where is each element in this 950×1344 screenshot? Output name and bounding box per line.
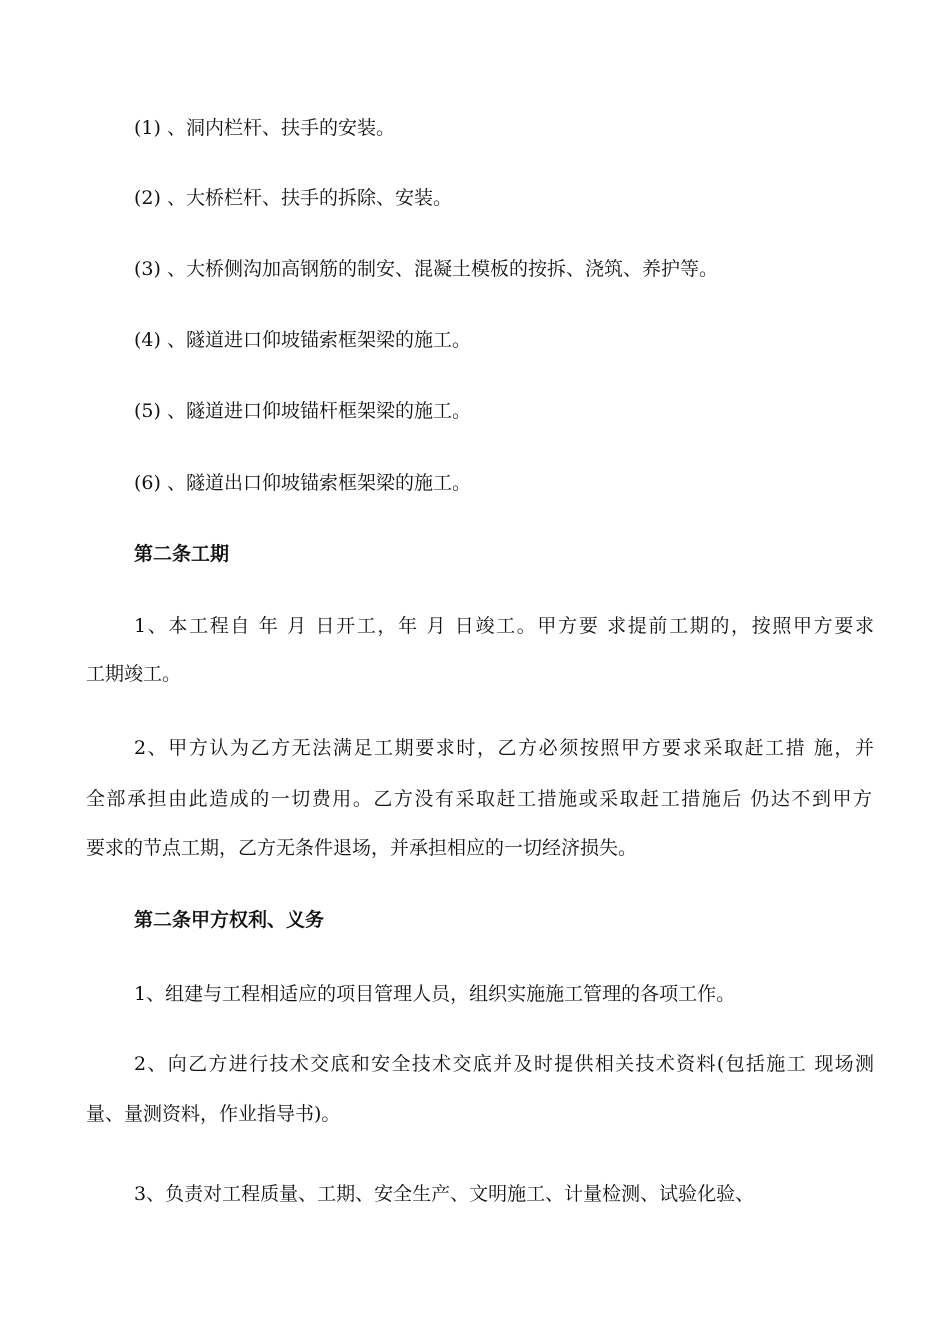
paragraph-line: 1、组建与工程相适应的项目管理人员，组织实施施工管理的各项工作。	[134, 983, 736, 1005]
list-item: (3) 、大桥侧沟加高钢筋的制安、混凝土模板的按拆、浇筑、养护等。	[134, 258, 718, 280]
paragraph-line: 2、向乙方进行技术交底和安全技术交底并及时提供相关技术资料(包括施工 现场测	[134, 1053, 874, 1075]
paragraph-line: 量、量测资料，作业指导书)。	[86, 1103, 341, 1125]
list-item: (2) 、大桥栏杆、扶手的拆除、安装。	[134, 187, 452, 209]
list-item: (4) 、隧道进口仰坡锚索框架梁的施工。	[134, 329, 471, 351]
list-item: (6) 、隧道出口仰坡锚索框架梁的施工。	[134, 472, 471, 494]
section-heading-duration: 第二条工期	[134, 543, 230, 565]
section-heading-rights: 第二条甲方权利、义务	[134, 909, 325, 931]
paragraph-line: 1、本工程自 年 月 日开工，年 月 日竣工。甲方要 求提前工期的，按照甲方要求	[134, 615, 874, 637]
paragraph-line: 3、负责对工程质量、工期、安全生产、文明施工、计量检测、试验化验、	[134, 1183, 755, 1205]
list-item: (5) 、隧道进口仰坡锚杆框架梁的施工。	[134, 400, 471, 422]
paragraph-line: 要求的节点工期，乙方无条件退场，并承担相应的一切经济损失。	[86, 837, 638, 859]
list-item: (1) 、洞内栏杆、扶手的安装。	[134, 117, 395, 139]
paragraph-line: 2、甲方认为乙方无法满足工期要求时，乙方必须按照甲方要求采取赶工措 施，并	[134, 737, 874, 759]
paragraph-line: 全部承担由此造成的一切费用。乙方没有采取赶工措施或采取赶工措施后 仍达不到甲方	[86, 788, 872, 810]
paragraph-line: 工期竣工。	[86, 663, 182, 685]
